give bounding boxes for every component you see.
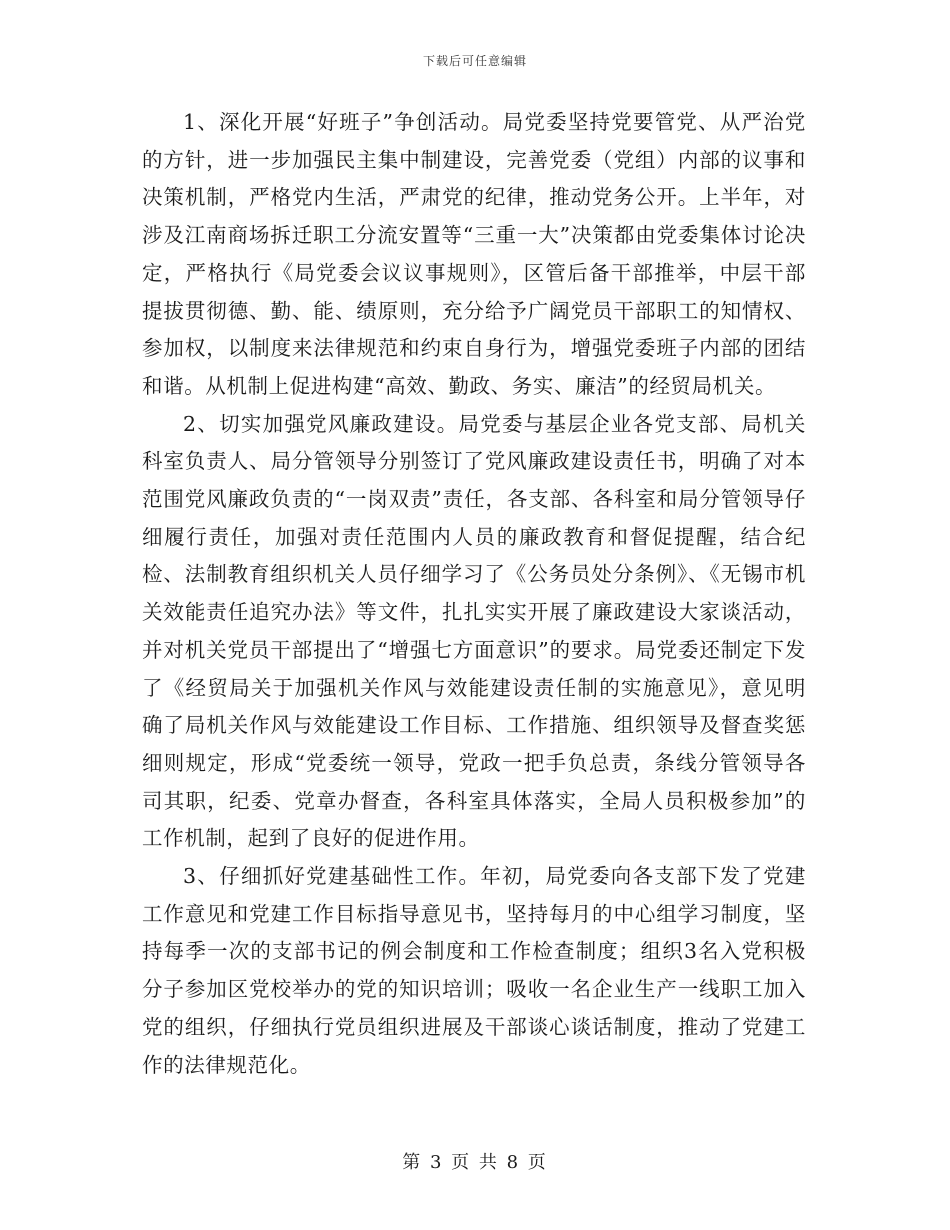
page-number-footer: 第 3 页 共 8 页 — [402, 1152, 548, 1173]
page-header: 下载后可任意编辑 — [422, 54, 527, 68]
document-body — [142, 104, 806, 1084]
paragraph-2: 2、切实加强党风廉政建设。局党委与基层企业各党支部、局机关科室负责人、局分管领导分别签订了党风廉政建设责任书，明确了对本范围党风廉政负责的“一岗双责”责任，各支部、各科室和局分管领导仔细履行责任，加强对责任范围内人员的廉政教育和督促提醒，结合纪检、法制教育组织机关人员仔细学习了《公务员处分条例》、《无锡市机关效能责任追究办法》等文件，扎扎实实开展了廉政建设大家谈活动，并对机关党员干部提出了“增强七方面意识”的要求。局党委还制定下发了《经贸局关于加强机关作风与效能建设责任制的实施意见》，意见明确了局机关作风与效能建设工作目标、工作措施、组织领导及督查奖惩细则规定，形成“党委统一领导，党政一把手负总责，条线分管领导各司其职，纪委、党章办督查，各科室具体落实，全局人员积极参加”的工作机制，起到了良好的促进作用。 — [142, 411, 806, 851]
paragraph-3: 3、仔细抓好党建基础性工作。年初，局党委向各支部下发了党建工作意见和党建工作目标指导意见书，坚持每月的中心组学习制度，坚持每季一次的支部书记的例会制度和工作检查制度；组织3名入党积极分子参加区党校举办的党的知识培训；吸收一名企业生产一线职工加入党的组织，仔细执行党员组织进展及干部谈心谈话制度，推动了党建工作的法律规范化。 — [142, 864, 806, 1077]
paragraph-1: 1、深化开展“好班子”争创活动。局党委坚持党要管党、从严治党的方针，进一步加强民主集中制建设，完善党委（党组）内部的议事和决策机制，严格党内生活，严肃党的纪律，推动党务公开。上半年，对涉及江南商场拆迁职工分流安置等“三重一大”决策都由党委集体讨论决定，严格执行《局党委会议议事规则》，区管后备干部推举，中层干部提拔贯彻德、勤、能、绩原则，充分给予广阔党员干部职工的知情权、参加权，以制度来法律规范和约束自身行为，增强党委班子内部的团结和谐。从机制上促进构建“高效、勤政、务实、廉洁”的经贸局机关。 — [142, 110, 806, 398]
